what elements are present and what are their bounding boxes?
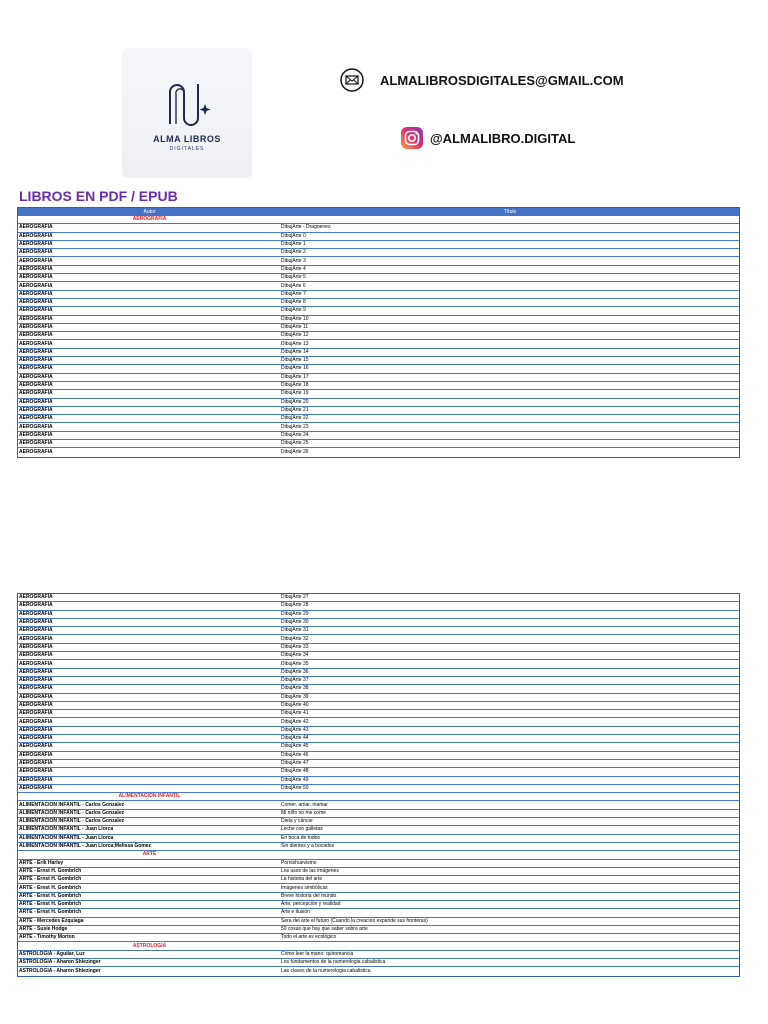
title-cell: DibujArte 0 [281,232,306,239]
author-cell: AEROGRAFÍA [19,340,53,347]
author-cell: AEROGRAFÍA [19,224,53,231]
author-cell: ARTE - Ernst H. Gombrich [19,892,82,899]
table-row [18,382,739,390]
table-row [18,282,739,290]
table-row [18,594,739,602]
table-row [18,374,739,382]
table-row [18,669,739,677]
title-cell: DibujArte 16 [281,365,309,372]
contact-email[interactable] [340,68,624,92]
table-row [18,909,739,917]
title-cell: Leche con galletas [281,826,323,833]
table-row [18,710,739,718]
title-cell: DibujArte 30 [281,619,309,626]
contact-instagram[interactable] [400,126,575,150]
title-cell: DibujArte 28 [281,602,309,609]
title-cell: DibujArte 25 [281,440,309,447]
section-row [18,793,739,801]
page-title: LIBROS EN PDF / EPUB [19,188,178,204]
logo-subtext: DIGITALES [169,146,205,152]
table-header [18,208,739,216]
title-cell: Todo el arte es ecológico [281,934,337,941]
author-cell: AEROGRAFÍA [19,760,53,767]
table-row [18,635,739,643]
table-row [18,934,739,942]
table-row [18,743,739,751]
author-cell: AEROGRAFÍA [19,373,53,380]
title-cell: DibujArte 5 [281,274,306,281]
table-row [18,785,739,793]
table-row [18,777,739,785]
author-cell: AEROGRAFÍA [19,652,53,659]
title-cell: Imágenes simbólicas [281,884,328,891]
author-cell: AEROGRAFÍA [19,232,53,239]
title-cell: DibujArte 6 [281,282,306,289]
author-cell: AEROGRAFÍA [19,693,53,700]
table-row [18,257,739,265]
section-row [18,216,739,224]
title-cell: DibujArte 3 [281,257,306,264]
author-cell: AEROGRAFÍA [19,282,53,289]
author-cell: AEROGRAFÍA [19,784,53,791]
table-row [18,727,739,735]
column-title: Título [503,209,517,215]
title-cell: DibujArte 9 [281,307,306,314]
title-cell: DibujArte 39 [281,693,309,700]
author-cell: ALIMENTACION INFANTIL - Carlos Gonzalez [19,801,125,808]
table-row [18,448,739,456]
title-cell: DibujArte 50 [281,784,309,791]
table-row [18,274,739,282]
table-body [18,594,739,976]
table-row [18,415,739,423]
logo-text: ALMA LIBROS [153,134,221,144]
title-cell: Breve historia del mundo [281,892,337,899]
title-cell: DibujArte 33 [281,643,309,650]
table-row [18,340,739,348]
title-cell: DibujArte 17 [281,373,309,380]
table-row [18,652,739,660]
title-cell: DibujArte 37 [281,677,309,684]
table-row [18,602,739,610]
logo-mark-icon [160,78,214,132]
title-cell: Mi niño no me come [281,809,327,816]
title-cell: DibujArte 34 [281,652,309,659]
title-cell: Pornishuevismo [281,859,317,866]
author-cell: AEROGRAFÍA [19,357,53,364]
title-cell: DibujArte 49 [281,776,309,783]
author-cell: AEROGRAFÍA [19,726,53,733]
table-row [18,365,739,373]
author-cell: AEROGRAFÍA [19,702,53,708]
title-cell: DibujArte 31 [281,627,309,634]
title-cell: La historia del arte [281,876,323,883]
title-cell: DibujArte 32 [281,635,309,642]
title-cell: DibujArte 23 [281,423,309,430]
title-cell: DibujArte 11 [281,324,309,330]
title-cell: DibujArte 27 [281,594,309,601]
author-cell: AEROGRAFÍA [19,710,53,717]
title-cell: DibujArte 4 [281,265,306,272]
title-cell: DibujArte 1 [281,241,306,248]
author-cell: AEROGRAFÍA [19,241,53,248]
title-cell: DibujArte 45 [281,743,309,750]
table-row [18,399,739,407]
title-cell: DibujArte 42 [281,718,309,725]
title-cell: DibujArte 48 [281,768,309,775]
table-row [18,818,739,826]
author-cell: ARTE - Mercedes Ezquiaga [19,917,84,924]
table-row [18,440,739,448]
author-cell: AEROGRAFÍA [19,751,53,758]
table-row [18,611,739,619]
author-cell: ALIMENTACION INFANTIL - Carlos Gonzalez [19,809,125,816]
title-cell: DibujArte 29 [281,610,309,617]
author-cell: ALIMENTACION INFANTIL - Juan Llorca;Melissa Gomez [19,843,152,850]
table-row [18,868,739,876]
author-cell: AEROGRAFÍA [19,249,53,256]
table-row [18,959,739,967]
table-row [18,307,739,315]
table-row [18,249,739,257]
section-label: ASTROLOGIA [132,942,167,949]
table-row [18,432,739,440]
author-cell: AEROGRAFÍA [19,390,53,397]
title-cell: DibujArte 21 [281,406,309,413]
author-cell: ASTROLOGIA - Aharon Shlezinger [19,968,101,974]
title-cell: DibujArte 15 [281,357,309,364]
title-cell: Arte e ilusión [281,909,310,916]
author-cell: ARTE - Timothy Morton [19,934,75,941]
title-cell: DibujArte 41 [281,710,309,717]
table-row [18,951,739,959]
author-cell: AEROGRAFÍA [19,635,53,642]
section-label: ARTE [142,851,157,858]
author-cell: AEROGRAFÍA [19,382,53,389]
author-cell: ARTE - Ernst H. Gombrich [19,884,82,891]
title-cell: DibujArte 8 [281,299,306,306]
author-cell: AEROGRAFÍA [19,685,53,692]
title-cell: DibujArte 10 [281,315,309,322]
author-cell: AEROGRAFÍA [19,735,53,742]
title-cell: DibujArte 19 [281,390,309,397]
table-row [18,349,739,357]
books-table [17,207,740,458]
table-row [18,702,739,710]
title-cell: Los usos de las imágenes [281,867,339,874]
author-cell: AEROGRAFÍA [19,365,53,372]
title-cell: DibujArte 44 [281,735,309,742]
title-cell: Cómo leer la mano: quiromancia [281,950,354,957]
author-cell: ARTE - Ernst H. Gombrich [19,876,82,883]
title-cell: DibujArte 14 [281,348,309,355]
books-table-continued [17,593,740,977]
title-cell: Las claves de la numerologia cabalistica [281,968,371,974]
brand-logo [122,48,252,178]
title-cell: DibujArte 40 [281,702,309,708]
table-row [18,752,739,760]
table-row [18,407,739,415]
table-row [18,760,739,768]
title-cell: DibujArte 26 [281,448,309,455]
table-row [18,926,739,934]
table-row [18,768,739,776]
author-cell: ALIMENTACION INFANTIL - Juan Llorca [19,834,114,841]
section-row [18,851,739,859]
author-cell: AEROGRAFÍA [19,299,53,306]
table-row [18,627,739,635]
table-row [18,835,739,843]
title-cell: DibujArte 36 [281,668,309,675]
title-cell: DibujArte 46 [281,751,309,758]
table-body [18,216,739,457]
title-cell: Dieta y cáncer [281,818,313,825]
table-row [18,860,739,868]
author-cell: AEROGRAFÍA [19,415,53,422]
title-cell: DibujArte 22 [281,415,309,422]
table-row [18,332,739,340]
title-cell: DibujArte 35 [281,660,309,667]
author-cell: ARTE - Erik Harley [19,859,64,866]
author-cell: AEROGRAFÍA [19,423,53,430]
column-author: Autor [143,209,156,215]
author-cell: AEROGRAFÍA [19,594,53,601]
table-row [18,619,739,627]
table-row [18,901,739,909]
author-cell: AEROGRAFÍA [19,406,53,413]
title-cell: DibujArte 47 [281,760,309,767]
author-cell: ARTE - Susie Hodge [19,926,68,933]
title-cell: DibujArte 13 [281,340,309,347]
author-cell: AEROGRAFÍA [19,668,53,675]
table-row [18,266,739,274]
author-cell: ASTROLOGIA - Aharon Shlezinger [19,959,101,966]
author-cell: AEROGRAFÍA [19,398,53,405]
author-cell: AEROGRAFÍA [19,776,53,783]
author-cell: ARTE - Ernst H. Gombrich [19,909,82,916]
envelope-icon [340,68,364,92]
section-label: ALIMENTACION INFANTIL [118,793,181,800]
instagram-text: @ALMALIBRO.DIGITAL [430,130,576,146]
table-row [18,967,739,975]
author-cell: AEROGRAFÍA [19,265,53,272]
title-cell: Sera del arte el futuro (Cuando la creacion expande sus fronteras) [281,917,428,924]
section-row [18,942,739,950]
author-cell: AEROGRAFÍA [19,610,53,617]
author-cell: AEROGRAFÍA [19,257,53,264]
title-cell: DibujArte 12 [281,332,309,339]
table-row [18,660,739,668]
author-cell: AEROGRAFÍA [19,274,53,281]
author-cell: AEROGRAFÍA [19,324,53,330]
author-cell: AEROGRAFÍA [19,307,53,314]
author-cell: AEROGRAFÍA [19,643,53,650]
section-label: AEROGRAFÍA [132,216,167,223]
title-cell: Comer, amar, mamar [281,801,328,808]
instagram-icon [400,126,424,150]
title-cell: DibujArte 18 [281,382,309,389]
table-row [18,876,739,884]
author-cell: AEROGRAFÍA [19,290,53,297]
title-cell: DibujArte 20 [281,398,309,405]
author-cell: AEROGRAFÍA [19,660,53,667]
table-row [18,801,739,809]
table-row [18,423,739,431]
email-text: ALMALIBROSDIGITALES@GMAIL.COM [380,72,624,88]
author-cell: AEROGRAFÍA [19,677,53,684]
author-cell: ALIMENTACION INFANTIL - Carlos Gonzalez [19,818,125,825]
table-row [18,810,739,818]
title-cell: Sin dientes y a bocados [281,843,335,850]
title-cell: DibujArte 43 [281,726,309,733]
author-cell: AEROGRAFÍA [19,627,53,634]
author-cell: AEROGRAFÍA [19,768,53,775]
table-row [18,826,739,834]
author-cell: AEROGRAFÍA [19,448,53,455]
author-cell: ASTROLOGIA - Aguilar, Luz [19,950,85,957]
table-row [18,233,739,241]
table-row [18,677,739,685]
author-cell: AEROGRAFÍA [19,718,53,725]
table-row [18,357,739,365]
table-row [18,893,739,901]
title-cell: DibujArte 2 [281,249,306,256]
table-row [18,918,739,926]
table-row [18,241,739,249]
author-cell: AEROGRAFÍA [19,619,53,626]
title-cell: Los fundamentos de la numerologia cabalistica [281,959,386,966]
table-row [18,299,739,307]
title-cell: Arte, percepción y realidad [281,901,341,908]
author-cell: ARTE - Ernst H. Gombrich [19,901,82,908]
title-cell: En boca de todos [281,834,320,841]
title-cell: 50 cosas que hay que saber sobre arte [281,926,368,933]
author-cell: AEROGRAFÍA [19,332,53,339]
title-cell: DibujArte - Dragoenes [281,224,331,231]
table-row [18,291,739,299]
table-row [18,324,739,332]
author-cell: AEROGRAFÍA [19,602,53,609]
table-row [18,224,739,232]
table-row [18,390,739,398]
author-cell: AEROGRAFÍA [19,315,53,322]
author-cell: AEROGRAFÍA [19,743,53,750]
author-cell: ARTE - Ernst H. Gombrich [19,867,82,874]
table-row [18,644,739,652]
author-cell: AEROGRAFÍA [19,440,53,447]
title-cell: DibujArte 7 [281,290,306,297]
author-cell: ALIMENTACION INFANTIL - Juan Llorca [19,826,114,833]
title-cell: DibujArte 24 [281,431,309,438]
table-row [18,843,739,851]
table-row [18,735,739,743]
author-cell: AEROGRAFÍA [19,348,53,355]
title-cell: DibujArte 38 [281,685,309,692]
table-row [18,694,739,702]
table-row [18,884,739,892]
author-cell: AEROGRAFÍA [19,431,53,438]
table-row [18,316,739,324]
table-row [18,685,739,693]
table-row [18,718,739,726]
